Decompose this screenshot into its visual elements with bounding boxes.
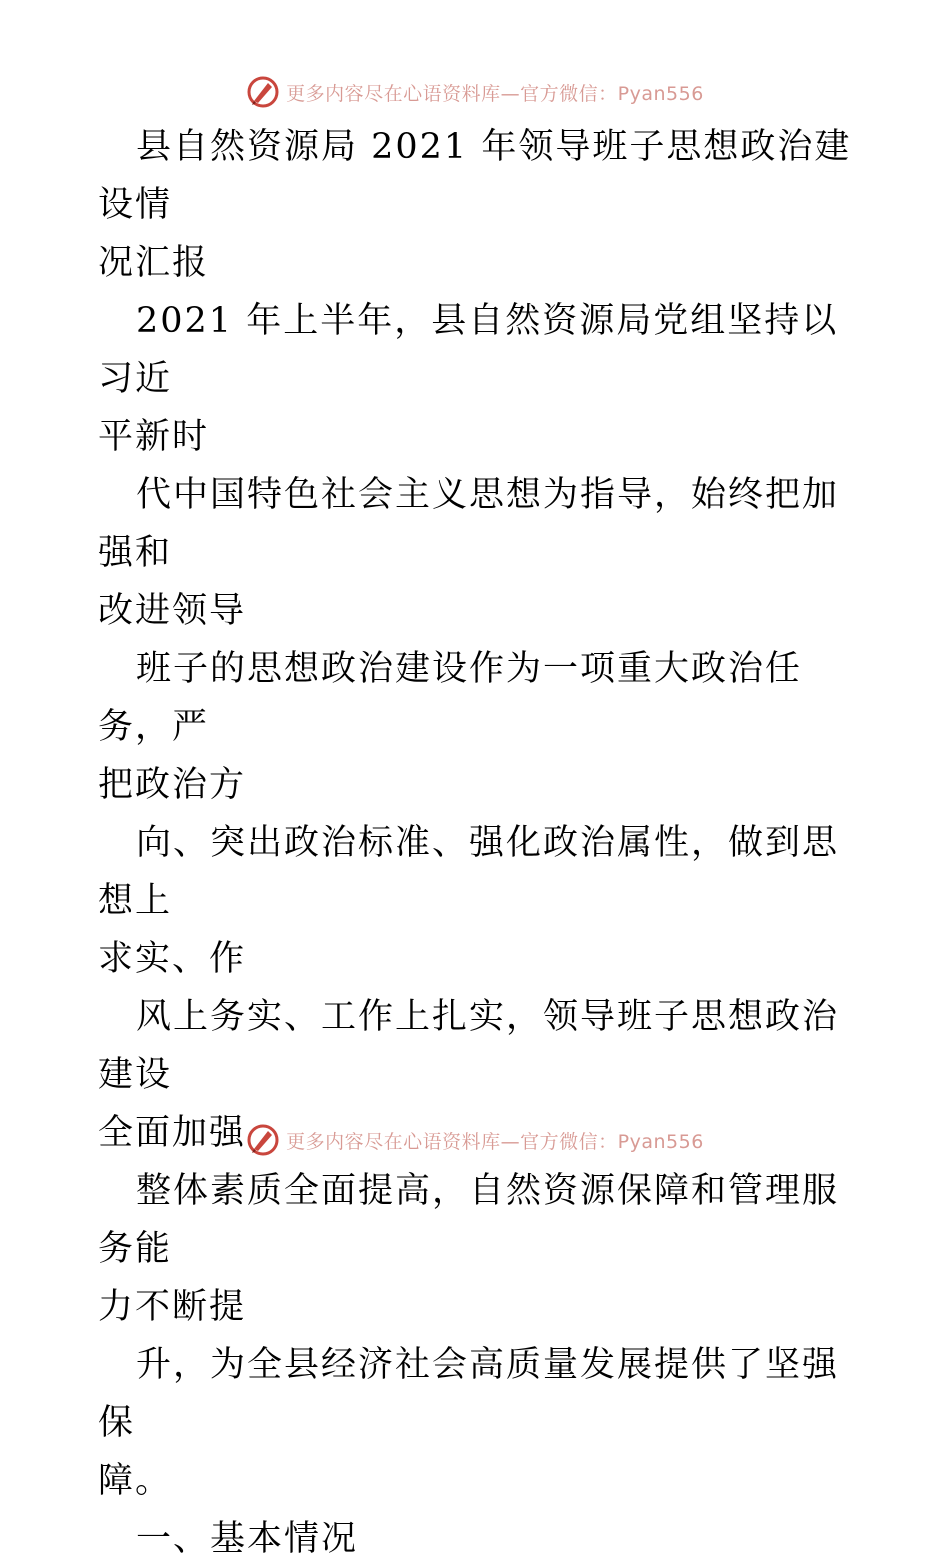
paragraph-line: 整体素质全面提高，自然资源保障和管理服务能 bbox=[98, 1171, 840, 1269]
paragraph-6 bbox=[98, 1162, 858, 1336]
pen-logo-icon bbox=[246, 75, 280, 109]
watermark-dash: — bbox=[500, 1130, 521, 1153]
paragraph-line: 力不断提 bbox=[98, 1287, 247, 1327]
paragraph-line: 2021 年上半年，县自然资源局党组坚持以习近 bbox=[98, 301, 839, 399]
paragraph-4 bbox=[98, 814, 858, 988]
document-body bbox=[98, 118, 858, 1568]
watermark-header bbox=[0, 72, 950, 112]
title-line-1: 县自然资源局 2021 年领导班子思想政治建设情 bbox=[98, 127, 852, 225]
paragraph-1 bbox=[98, 292, 858, 466]
watermark-dash: — bbox=[500, 82, 521, 105]
paragraph-3 bbox=[98, 640, 858, 814]
paragraph-line: 平新时 bbox=[98, 417, 210, 457]
watermark-text bbox=[286, 79, 704, 106]
watermark-main: 更多内容尽在心语资料库 bbox=[286, 1130, 501, 1153]
title-line-2: 况汇报 bbox=[98, 243, 210, 283]
watermark-footer bbox=[0, 1120, 950, 1160]
paragraph-line: 障。 bbox=[98, 1461, 173, 1501]
paragraph-7 bbox=[98, 1336, 858, 1510]
section-heading bbox=[98, 1510, 858, 1568]
watermark-account: 官方微信：Pyan556 bbox=[520, 1130, 704, 1153]
paragraph-line: 全面加强 bbox=[98, 1113, 247, 1153]
paragraph-2 bbox=[98, 466, 858, 640]
watermark-account: 官方微信：Pyan556 bbox=[520, 82, 704, 105]
watermark-text bbox=[286, 1127, 704, 1154]
watermark-main: 更多内容尽在心语资料库 bbox=[286, 82, 501, 105]
section-heading-text: 一、基本情况 bbox=[136, 1519, 359, 1559]
paragraph-line: 把政治方 bbox=[98, 765, 247, 805]
document-title bbox=[98, 118, 858, 292]
pen-logo-icon bbox=[246, 1123, 280, 1157]
paragraph-line: 班子的思想政治建设作为一项重大政治任务，严 bbox=[98, 649, 803, 747]
paragraph-line: 升，为全县经济社会高质量发展提供了坚强保 bbox=[98, 1345, 840, 1443]
paragraph-line: 风上务实、工作上扎实，领导班子思想政治建设 bbox=[98, 997, 840, 1095]
paragraph-line: 改进领导 bbox=[98, 591, 247, 631]
paragraph-line: 代中国特色社会主义思想为指导，始终把加强和 bbox=[98, 475, 840, 573]
paragraph-line: 向、突出政治标准、强化政治属性，做到思想上 bbox=[98, 823, 840, 921]
paragraph-line: 求实、作 bbox=[98, 939, 247, 979]
